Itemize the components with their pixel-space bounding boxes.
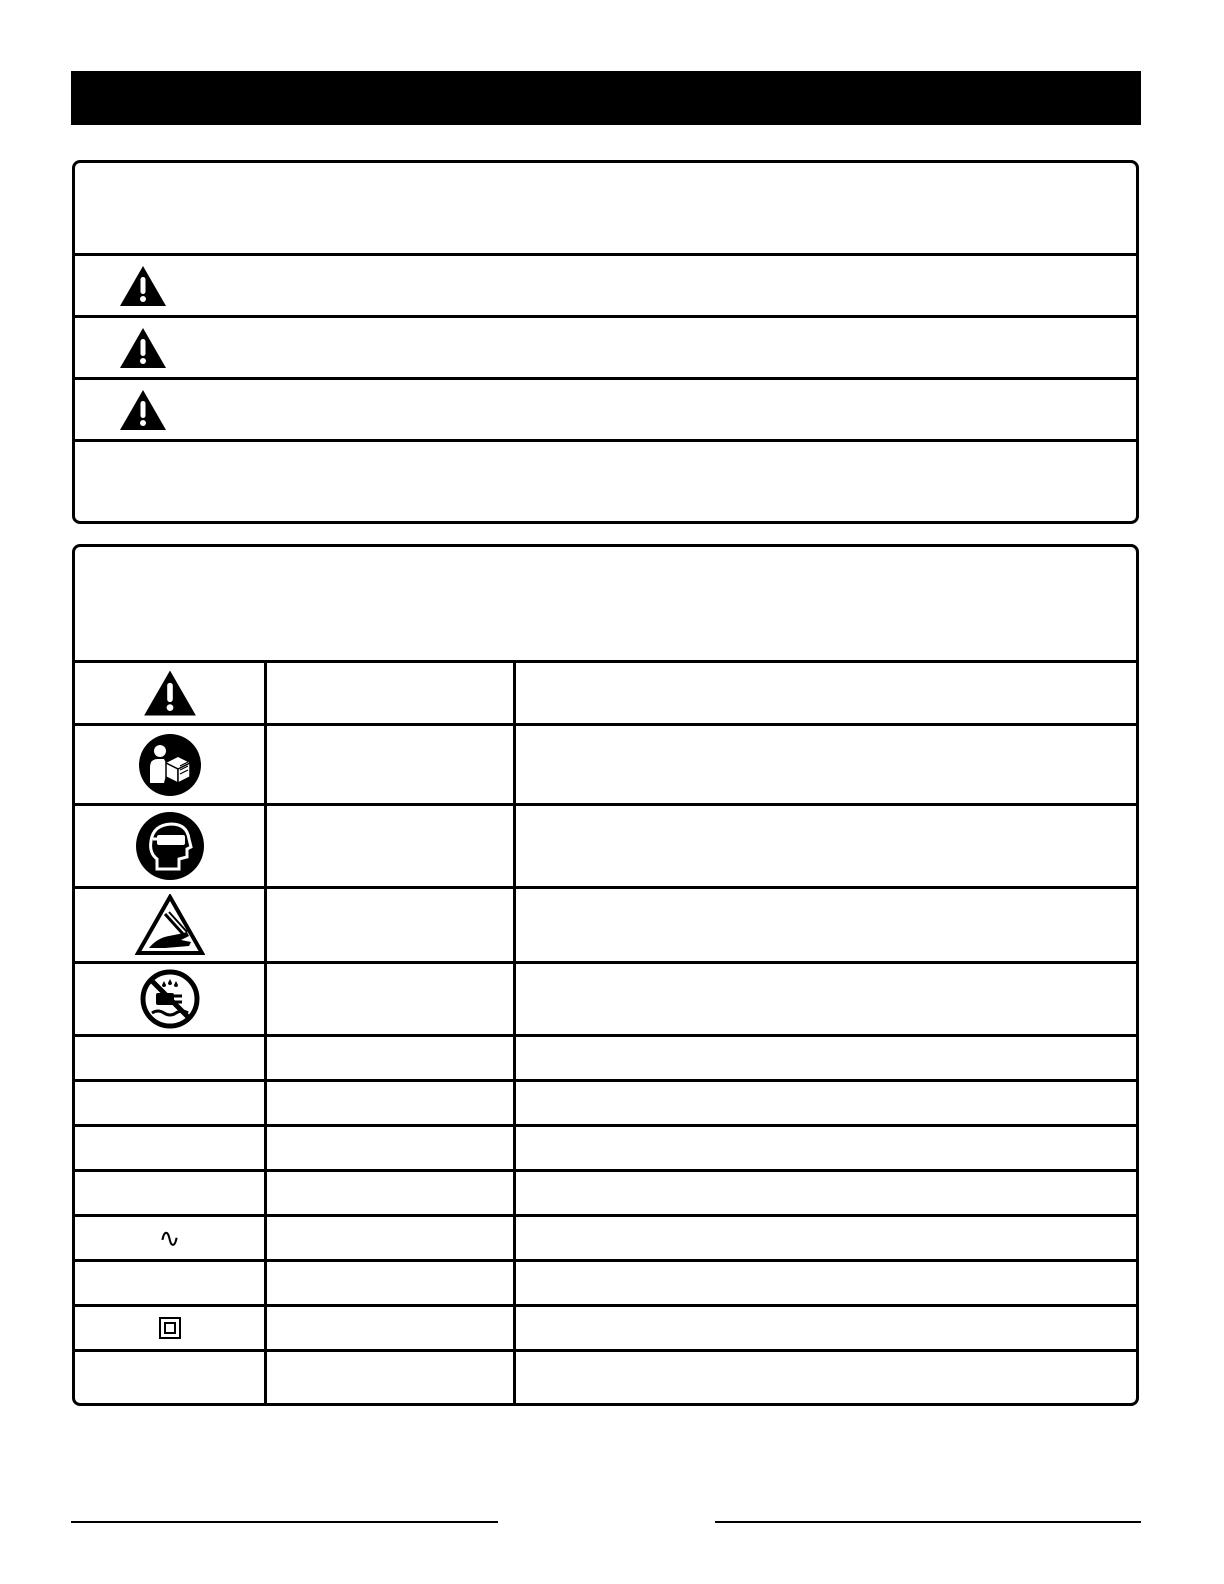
symbol-row xyxy=(75,964,1136,1037)
symbol-name-cell xyxy=(267,663,516,723)
symbol-meaning-cell xyxy=(516,1127,1136,1169)
symbol-name-cell xyxy=(267,1217,516,1259)
symbol-meaning-cell xyxy=(516,1262,1136,1304)
symbols-intro xyxy=(75,547,1136,663)
symbol-meaning-cell xyxy=(516,1082,1136,1124)
symbol-name-cell xyxy=(267,1082,516,1124)
symbol-name-cell xyxy=(267,1127,516,1169)
symbol-row xyxy=(75,1172,1136,1217)
symbol-row xyxy=(75,663,1136,726)
symbol-cell xyxy=(75,1217,267,1259)
symbol-name-cell xyxy=(267,726,516,803)
section-title xyxy=(71,83,91,113)
symbol-name-cell xyxy=(267,1037,516,1079)
symbol-cell xyxy=(75,1127,267,1169)
symbols-box xyxy=(72,544,1139,1406)
symbol-name-cell xyxy=(267,889,516,961)
symbol-row xyxy=(75,889,1136,964)
symbol-row xyxy=(75,1082,1136,1127)
symbol-cell xyxy=(75,1352,267,1406)
symbol-row xyxy=(75,1127,1136,1172)
symbol-meaning-cell xyxy=(516,1172,1136,1214)
signal-words-note xyxy=(75,442,1136,522)
symbol-row xyxy=(75,1217,1136,1262)
symbol-name-cell xyxy=(267,806,516,886)
footer-rule-right xyxy=(715,1521,1141,1523)
symbol-cell xyxy=(75,889,267,961)
warning-triangle-icon xyxy=(119,327,167,369)
symbol-meaning-cell xyxy=(516,806,1136,886)
symbol-cell xyxy=(75,964,267,1034)
symbol-row xyxy=(75,1262,1136,1307)
symbol-cell xyxy=(75,1172,267,1214)
signal-word-row xyxy=(75,318,1136,380)
symbol-cell xyxy=(75,1262,267,1304)
symbol-cell xyxy=(75,1037,267,1079)
symbol-name-cell xyxy=(267,964,516,1034)
symbol-name-cell xyxy=(267,1352,516,1406)
symbol-row xyxy=(75,1352,1136,1406)
symbol-name-cell xyxy=(267,1172,516,1214)
alternating-current-icon: ∿ xyxy=(158,1223,181,1253)
symbol-cell xyxy=(75,1082,267,1124)
symbol-row xyxy=(75,726,1136,806)
class-ii-construction-icon xyxy=(159,1317,181,1339)
signal-words-intro xyxy=(75,163,1136,256)
symbol-meaning-cell xyxy=(516,1037,1136,1079)
eye-protection-icon xyxy=(135,811,205,881)
signal-words-box xyxy=(72,160,1139,524)
symbol-cell xyxy=(75,1307,267,1349)
symbol-row xyxy=(75,806,1136,889)
section-header-bar xyxy=(71,71,1141,125)
symbol-name-cell xyxy=(267,1307,516,1349)
no-wet-conditions-icon xyxy=(140,969,200,1029)
symbol-cell xyxy=(75,663,267,723)
signal-word-row xyxy=(75,380,1136,442)
symbol-meaning-cell xyxy=(516,889,1136,961)
signal-word-row xyxy=(75,256,1136,318)
read-manual-icon xyxy=(138,733,202,797)
warning-triangle-icon xyxy=(119,265,167,307)
symbol-meaning-cell xyxy=(516,1217,1136,1259)
warning-triangle-icon xyxy=(119,389,167,431)
symbol-row xyxy=(75,1307,1136,1352)
symbol-meaning-cell xyxy=(516,1352,1136,1406)
symbol-meaning-cell xyxy=(516,663,1136,723)
symbol-meaning-cell xyxy=(516,964,1136,1034)
symbol-meaning-cell xyxy=(516,726,1136,803)
symbol-meaning-cell xyxy=(516,1307,1136,1349)
symbol-row xyxy=(75,1037,1136,1082)
symbol-cell xyxy=(75,726,267,803)
cut-hazard-icon xyxy=(135,894,205,956)
symbol-name-cell xyxy=(267,1262,516,1304)
safety-alert-icon xyxy=(143,669,197,717)
footer-rule-left xyxy=(71,1521,498,1523)
symbol-cell xyxy=(75,806,267,886)
